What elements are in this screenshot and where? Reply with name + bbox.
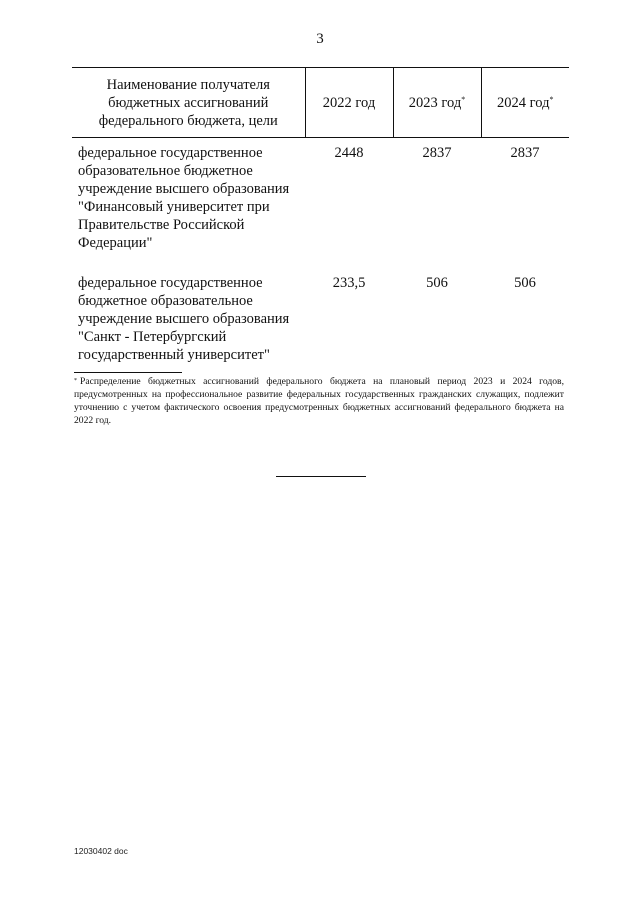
footnote-mark: * [74,378,77,384]
header-year-2022 [305,68,393,138]
header-recipient-name: Наименование получателя бюджетных ассигнований федерального бюджета, цели [72,68,305,138]
page-number: 3 [316,31,324,47]
footnote [74,375,564,427]
header-year-2023-asterisk: * [461,95,466,104]
header-year-2024-label: 2024 год [497,95,550,111]
value-2024-cell: 506 [514,275,536,291]
recipient-name-cell: федеральное государственное образовательное бюджетное учреждение высшего образования "Финансовый университет при Правительстве Российской Федерации" [78,145,290,251]
file-reference: 12030402 doc [74,846,128,856]
value-2024-cell: 2837 [510,145,540,161]
footnote-text: Распределение бюджетных ассигнований федерального бюджета на плановый период 2023 и 2024 годов, предусмотренных на профессиональное развитие федеральных государственных гражданских служащих, подлежит уточнению с учетом фактического освоения предусмотренных бюджетных ассигнований федерального бюджета на 2022 год. [74,376,564,426]
recipient-name-cell: федеральное государственное бюджетное образовательное учреждение высшего образования "Санкт - Петербургский государственный университет" [78,275,290,363]
end-of-document-divider [276,476,366,477]
footnote-divider [74,372,182,373]
header-year-2023-label: 2023 год [408,95,462,111]
header-year-2024-asterisk: * [549,95,554,104]
value-2023-cell: 506 [426,275,448,291]
value-2022-cell: 2448 [334,145,364,161]
header-year-2022-label: 2022 год [322,95,376,111]
header-year-2024 [481,68,569,138]
value-2022-cell: 233,5 [332,275,366,291]
table-row [72,138,569,253]
value-2023-cell: 2837 [422,145,452,161]
budget-allocation-table [72,67,569,364]
table-row [72,252,569,364]
header-year-2023 [393,68,481,138]
table-header-row [72,68,569,138]
